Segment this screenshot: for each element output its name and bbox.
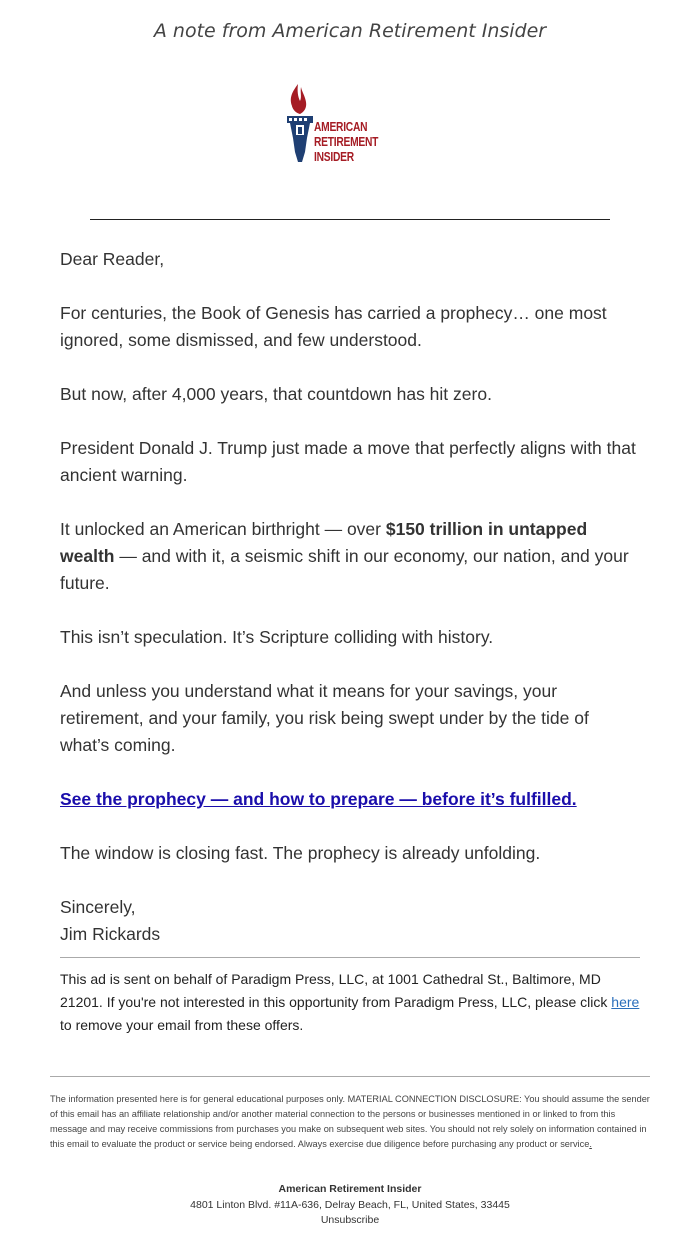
paragraph-2: But now, after 4,000 years, that countdown has hit zero. [60, 384, 492, 404]
notice-divider [60, 957, 640, 958]
remove-email-link[interactable]: here [611, 994, 640, 1010]
cta-paragraph [60, 786, 640, 813]
paragraph-5: This isn’t speculation. It’s Scripture colliding with history. [60, 627, 494, 647]
prophecy-cta-link[interactable]: See the prophecy — and how to prepare — before it’s fulfilled. [60, 789, 577, 809]
paragraph-4-tail: — and with it, a seismic shift in our economy, our nation, and your future. [60, 546, 629, 593]
greeting: Dear Reader, [60, 249, 165, 269]
sponsor-notice-tail: to remove your email from these offers. [60, 1017, 304, 1033]
logo-wordmark [314, 120, 405, 165]
paragraph-3: President Donald J. Trump just made a move that perfectly aligns with that ancient warning. [60, 438, 636, 485]
closing: Sincerely, [60, 897, 136, 917]
disclosure-end: . [589, 1139, 592, 1149]
disclosure-text [50, 1092, 652, 1152]
footer-address: 4801 Linton Blvd. #11A-636, Delray Beach, FL, United States, 33445 [190, 1198, 510, 1211]
paragraph-4 [60, 516, 640, 597]
paragraph-4-highlight: $150 trillion in untapped wealth [60, 519, 588, 566]
letter-body [60, 246, 640, 948]
signature: Jim Rickards [60, 924, 161, 944]
paragraph-7: The window is closing fast. The prophecy is already unfolding. [60, 843, 541, 863]
sponsor-notice [60, 968, 640, 1037]
footer-company: American Retirement Insider [278, 1183, 422, 1195]
paragraph-1: For centuries, the Book of Genesis has carried a prophecy… one most ignored, some dismissed, and few understood. [60, 303, 607, 350]
disclosure-body: The information presented here is for general educational purposes only. MATERIAL CONNECTION DISCLOSURE: You should assume the sender of this email has an affiliate relationship and/or another material connection to the persons or businesses mentioned in or linked to from this message and may receive commissions from purchases you make on subsequent web sites. You should not rely solely on information contained in this email to evaluate the product or service being endorsed. Always exercise due diligence before purchasing any product or service [50, 1094, 650, 1149]
logo-line-1: AMERICAN [314, 120, 368, 134]
footer [0, 1182, 700, 1229]
logo-line-2: RETIREMENT INSIDER [314, 135, 379, 164]
brand-logo [280, 82, 425, 166]
disclaimer-divider [50, 1076, 650, 1077]
email-header-note: A note from American Retirement Insider [153, 20, 547, 42]
paragraph-4-lead: It unlocked an American birthright — over [60, 519, 386, 539]
paragraph-6: And unless you understand what it means for your savings, your retirement, and your family, you risk being swept under by the tide of what’s coming. [60, 681, 589, 755]
unsubscribe-link[interactable]: Unsubscribe [320, 1214, 380, 1226]
header-divider [90, 219, 610, 220]
sponsor-notice-text: This ad is sent on behalf of Paradigm Press, LLC, at 1001 Cathedral St., Baltimore, MD 21201. If you're not interested in this opportunity from Paradigm Press, LLC, please click [60, 971, 612, 1010]
